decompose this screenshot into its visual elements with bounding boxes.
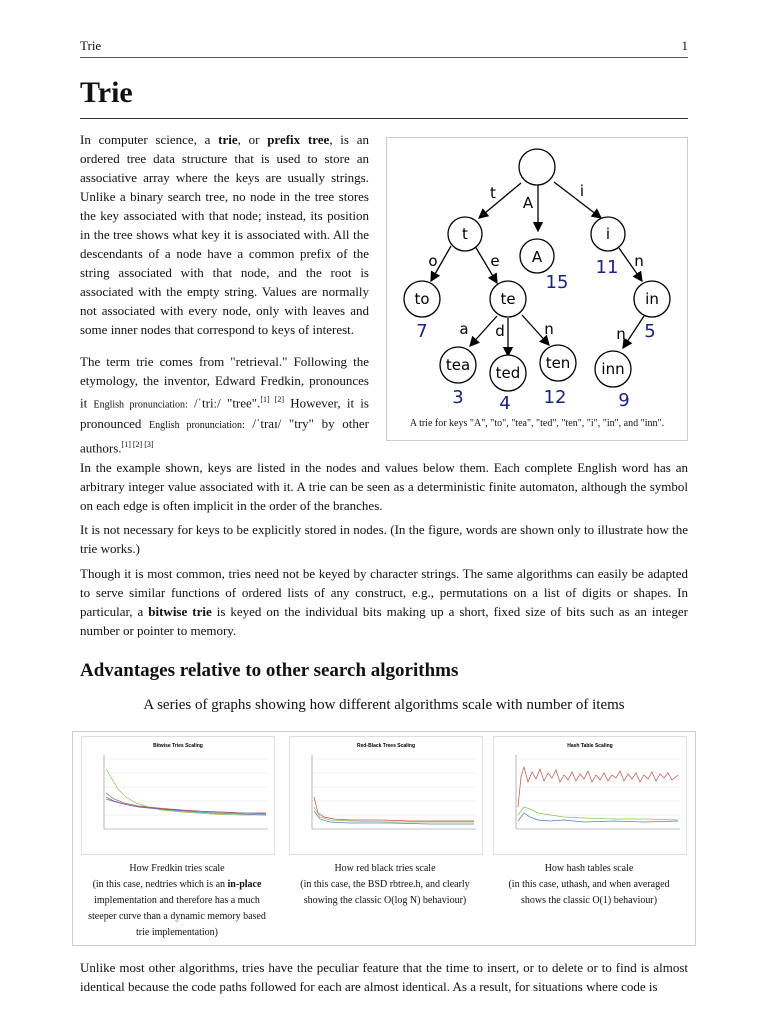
node-label: in [645,290,659,308]
intro-paragraph: In computer science, a trie, or prefix tree, is an ordered tree data structure that is used to store an associative array where the keys are usually strings. Unlike a binary search tree, no node in the tree stores the key associated with that node; instead, its position in the tree shows what key it is associated with. All the descendants of a node have a common prefix of the string associated with that node, and the root is associated with the empty string. Values are normally not associated with every node, only with leaves and some inner nodes that correspond to keys of interest. [80,132,369,337]
node-value: 5 [644,321,656,342]
keyed-paragraph: Though it is most common, tries need not be keyed by character strings. The same algorithms can easily be adapted to serve similar functions of ordered lists of any construct, e.g., permutations on a list of digits or shapes. In particular, a bitwise trie is keyed on the individual bits making up a short, fixed size of bits such as an integer number or pointer to memory. [80,566,688,638]
node-value: 9 [618,390,630,411]
chart-title: Red-Black Trees Scaling [356,743,416,749]
figure-caption: A trie for keys "A", "to", "tea", "ted", "ten", "i", "in", and "inn". [409,418,665,429]
chart-title: Bitwise Tries Scaling [153,743,203,749]
edge-label: n [616,325,626,343]
node-label: t [462,225,468,243]
node-label: i [605,225,611,243]
unlike-paragraph: Unlike most other algorithms, tries have the peculiar feature that the time to insert, or to delete or to find is almost identical because the code paths followed for each are almost identical. As a result, for situations where code is [80,960,688,994]
term-bitwise-trie: bitwise trie [148,604,212,619]
hashtable-scaling-chart[interactable] [493,736,687,855]
page-number: 1 [681,38,688,53]
node-label: te [500,290,516,308]
edge-label: t [490,184,496,202]
edge-label: e [490,252,500,270]
section-heading: Advantages relative to other search algorithms [80,660,459,681]
edge-label: n [634,252,644,270]
edge-label: A [522,194,534,212]
pronunciation-label: English pronunciation: [149,420,245,432]
node-value: 11 [595,257,619,278]
term-trie: trie [218,132,238,147]
chart-title: Hash Table Scaling [567,743,613,749]
term-prefix-tree: prefix tree [267,132,330,147]
edge-label: d [495,322,505,340]
node-value: 12 [543,387,567,408]
node-value: 3 [452,387,464,408]
gallery-title: A series of graphs showing how different algorithms scale with number of items [143,697,625,713]
trie-figure [386,137,688,441]
edge-label: n [544,320,554,338]
stored-paragraph: It is not necessary for keys to be explicitly stored in nodes. (In the figure, words are shown only to illustrate how the trie works.) [80,522,688,556]
edge-label: o [428,252,438,270]
article-title: Trie [80,76,133,109]
node-label: ted [495,364,521,382]
node-value: 15 [545,272,569,293]
gallery-caption: How red black tries scale (in this case, the BSD rbtree.h, and clearly showing the classic O(log N) behaviour) [300,863,470,906]
edge-label: a [459,320,469,338]
node-value: 4 [499,393,511,413]
title-divider [80,118,688,119]
node-label: ten [545,354,571,372]
header-divider [80,57,688,58]
node-label: tea [445,356,471,374]
edge-label: i [579,182,585,200]
running-header-title: Trie [80,38,102,53]
gallery-caption: How Fredkin tries scale (in this case, nedtries which is an in-place implementation and therefore has a much steeper curve than a dynamic memory based trie implementation) [88,863,266,938]
pronunciation-label: English pronunciation: [93,399,188,411]
trie-node-root [519,149,555,185]
reference-link[interactable]: [1] [2] [3] [121,440,154,450]
graph-gallery [72,731,696,946]
gallery-caption: How hash tables scale (in this case, uthash, and when averaged shows the classic O(1) behaviour) [508,863,670,906]
trie-diagram [387,138,687,413]
bitwise-scaling-chart[interactable] [81,736,275,855]
node-label: inn [601,360,625,378]
etymology-paragraph: The term trie comes from "retrieval." Following the etymology, the inventor, Edward Fredkin, pronounces it English pronunciation: /ˈtriː/ "tree".[1] [2] However, it is pronounced English pronunciation: /ˈtraɪ/ "try" by other authors.[1] [2] [3] [80,354,369,456]
reference-link[interactable]: [1] [2] [260,395,284,404]
node-value: 7 [416,321,428,342]
node-label: to [414,290,430,308]
redblack-scaling-chart[interactable] [289,736,483,855]
example-paragraph: In the example shown, keys are listed in the nodes and values below them. Each complete English word has an arbitrary integer value associated with it. A trie can be seen as a deterministic finite automaton, although the symbol on each edge is often implicit in the order of the branches. [80,460,688,513]
node-label: A [531,248,543,266]
